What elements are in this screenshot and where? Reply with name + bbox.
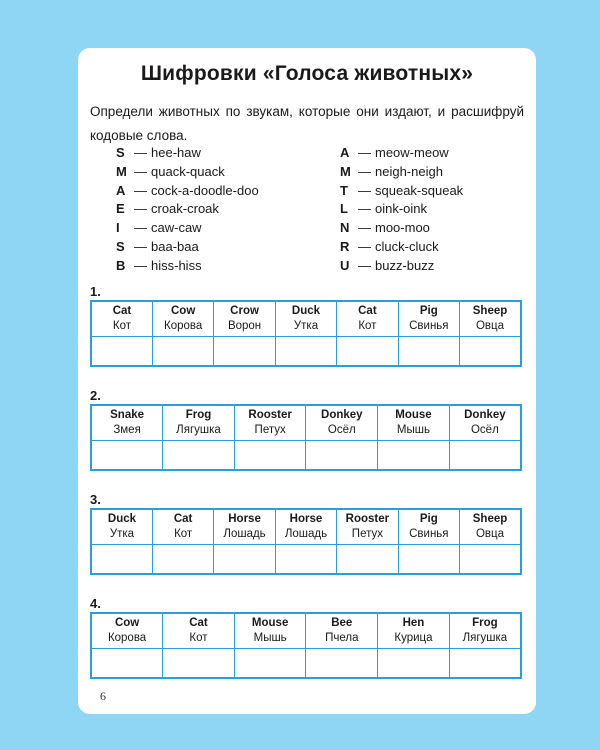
key-sound: meow-meow [375,145,449,160]
key-letter: L [340,201,348,217]
animal-name-ru: Петух [351,528,383,540]
key-letter: N [340,220,350,236]
key-letter: M [340,163,351,179]
animal-name-en: Cat [173,513,193,525]
cipher-grid [90,508,522,575]
animal-name-en: Cat [358,305,377,317]
animal-name-en: Crow [230,305,259,317]
animal-name-ru: Свинья [409,320,449,332]
key-letter: T [340,182,348,198]
animal-name-ru: Лягушка [462,632,508,644]
cipher-key-left [116,144,259,276]
animal-cell [306,405,378,441]
key-row [116,257,259,276]
task-1 [90,284,524,367]
animal-cell [163,613,235,649]
answer-cell[interactable] [163,649,235,679]
key-row [116,163,259,182]
animal-name-ru: Корова [107,632,147,644]
animal-row [91,405,521,441]
key-sound: oink-oink [375,201,428,217]
animal-name-en: Cat [189,617,208,629]
animal-name-en: Pig [419,513,438,525]
animal-cell [234,405,306,441]
animal-name-ru: Кот [112,320,132,332]
key-row [340,238,463,257]
key-sound: caw-caw [151,220,202,236]
animal-cell [378,613,450,649]
animal-cell [449,405,521,441]
animal-name-ru: Пчела [325,632,359,644]
answer-cell[interactable] [152,337,213,367]
animal-name-en: Rooster [248,409,292,421]
animal-name-en: Duck [291,305,321,317]
key-dash: — [358,182,371,198]
animal-name-en: Frog [472,617,498,629]
cipher-grid [90,300,522,367]
animal-name-ru: Мышь [396,424,430,436]
animal-name-ru: Осёл [470,424,499,436]
page-title: Шифровки «Голоса животных» [140,62,474,85]
answer-row [91,649,521,679]
answer-cell[interactable] [460,337,521,367]
animal-name-en: Duck [107,513,137,525]
animal-cell [91,301,152,337]
answer-cell[interactable] [378,649,450,679]
animal-cell [398,301,459,337]
animal-name-en: Sheep [472,513,508,525]
animal-cell [460,509,521,545]
key-letter: U [340,257,350,273]
answer-cell[interactable] [214,545,275,575]
key-sound: cluck-cluck [375,238,439,254]
key-sound: hee-haw [151,145,201,160]
page-number: 6 [100,689,106,703]
animal-name-en: Mouse [251,617,289,629]
key-dash: — [134,201,147,217]
answer-cell[interactable] [306,649,378,679]
animal-cell [214,301,275,337]
instruction-text: Определи животных по звукам, которые они издают, и расшифруй кодовые слова. [90,104,524,143]
animal-cell [306,613,378,649]
animal-name-en: Bee [331,617,353,629]
key-dash: — [134,182,147,198]
answer-cell[interactable] [337,545,398,575]
key-sound: quack-quack [151,163,225,179]
animal-cell [234,613,306,649]
animal-name-en: Frog [185,409,212,421]
task-number: 1. [90,284,101,299]
key-dash: — [358,163,371,179]
task-4 [90,596,524,679]
animal-name-ru: Свинья [409,528,449,540]
animal-name-en: Cow [114,617,140,629]
key-letter: A [116,182,126,198]
answer-cell[interactable] [163,441,235,471]
animal-name-en: Horse [228,513,261,525]
answer-cell[interactable] [275,337,336,367]
key-row [116,182,259,201]
answer-cell[interactable] [306,441,378,471]
key-dash: — [358,201,371,217]
animal-cell [275,509,336,545]
animal-name-ru: Змея [113,424,141,436]
key-sound: squeak-squeak [375,182,464,198]
task-3 [90,492,524,575]
key-dash: — [134,238,147,254]
animal-cell [337,301,398,337]
key-letter: R [340,238,350,254]
key-sound: cock-a-doodle-doo [151,182,259,198]
key-row [340,219,463,238]
key-dash: — [358,145,371,160]
animal-name-en: Cow [170,305,196,317]
answer-cell[interactable] [91,545,152,575]
animal-name-ru: Овца [475,528,505,540]
key-letter: M [116,163,127,179]
cipher-grid [90,404,522,471]
answer-row [91,441,521,471]
animal-name-ru: Лошадь [223,528,266,540]
key-row [340,200,463,219]
key-dash: — [134,145,147,160]
animal-name-ru: Утка [109,528,135,540]
answer-cell[interactable] [214,337,275,367]
answer-cell[interactable] [398,545,459,575]
key-dash: — [134,257,147,273]
key-letter: A [340,145,350,160]
task-number: 2. [90,388,101,403]
animal-cell [378,405,450,441]
task-2 [90,388,524,471]
animal-row [91,613,521,649]
animal-name-ru: Овца [475,320,505,332]
key-row [340,182,463,201]
answer-cell[interactable] [91,441,163,471]
animal-name-en: Donkey [464,409,506,421]
answer-cell[interactable] [91,337,152,367]
animal-cell [152,301,213,337]
key-sound: buzz-buzz [375,257,435,273]
key-row [340,257,463,276]
animal-name-ru: Кот [189,632,208,644]
animal-name-ru: Утка [293,320,319,332]
animal-name-ru: Лягушка [176,424,221,436]
animal-name-ru: Мышь [253,632,287,644]
answer-cell[interactable] [91,649,163,679]
worksheet-card [78,48,536,714]
key-sound: neigh-neigh [375,163,443,179]
animal-cell [398,509,459,545]
animal-name-ru: Ворон [227,320,262,332]
answer-cell[interactable] [337,337,398,367]
cipher-grid [90,612,522,679]
answer-cell[interactable] [275,545,336,575]
answer-cell[interactable] [234,441,306,471]
cipher-key-right [340,144,463,276]
animal-cell [91,405,163,441]
key-letter: I [116,220,120,236]
key-sound: moo-moo [375,220,430,236]
key-row [116,200,259,219]
animal-name-ru: Осёл [327,424,356,436]
animal-cell [91,509,152,545]
animal-name-ru: Лошадь [284,528,328,540]
animal-cell [214,509,275,545]
answer-row [91,545,521,575]
answer-row [91,337,521,367]
answer-cell[interactable] [449,441,521,471]
key-sound: baa-baa [151,238,199,254]
animal-row [91,509,521,545]
key-row [116,144,259,163]
key-dash: — [358,257,371,273]
key-row [116,238,259,257]
key-dash: — [134,163,147,179]
key-sound: croak-croak [151,201,219,217]
key-letter: S [116,145,125,160]
animal-cell [275,301,336,337]
answer-cell[interactable] [398,337,459,367]
answer-cell[interactable] [460,545,521,575]
key-letter: S [116,238,125,254]
animal-name-en: Snake [110,409,145,421]
animal-name-ru: Курица [394,632,433,644]
animal-name-en: Mouse [395,409,432,421]
key-dash: — [358,220,371,236]
key-dash: — [358,238,371,254]
task-number: 4. [90,596,101,611]
key-letter: E [116,201,125,217]
answer-cell[interactable] [152,545,213,575]
animal-name-en: Horse [289,513,323,525]
key-letter: B [116,257,126,273]
animal-cell [91,613,163,649]
task-number: 3. [90,492,101,507]
animal-cell [460,301,521,337]
key-row [340,144,463,163]
animal-name-en: Donkey [321,409,363,421]
answer-cell[interactable] [449,649,521,679]
key-dash: — [134,220,147,236]
animal-name-ru: Корова [164,320,203,332]
answer-cell[interactable] [234,649,306,679]
animal-name-en: Pig [419,305,438,317]
animal-name-ru: Кот [174,528,193,540]
key-row [340,163,463,182]
animal-name-ru: Кот [358,320,377,332]
animal-name-en: Cat [112,305,132,317]
animal-row [91,301,521,337]
animal-name-en: Rooster [345,513,390,525]
key-row [116,219,259,238]
animal-name-en: Hen [402,617,425,629]
animal-cell [337,509,398,545]
answer-cell[interactable] [378,441,450,471]
animal-name-en: Sheep [472,305,508,317]
animal-cell [152,509,213,545]
animal-cell [163,405,235,441]
animal-cell [449,613,521,649]
key-sound: hiss-hiss [151,257,202,273]
animal-name-ru: Петух [254,424,286,436]
